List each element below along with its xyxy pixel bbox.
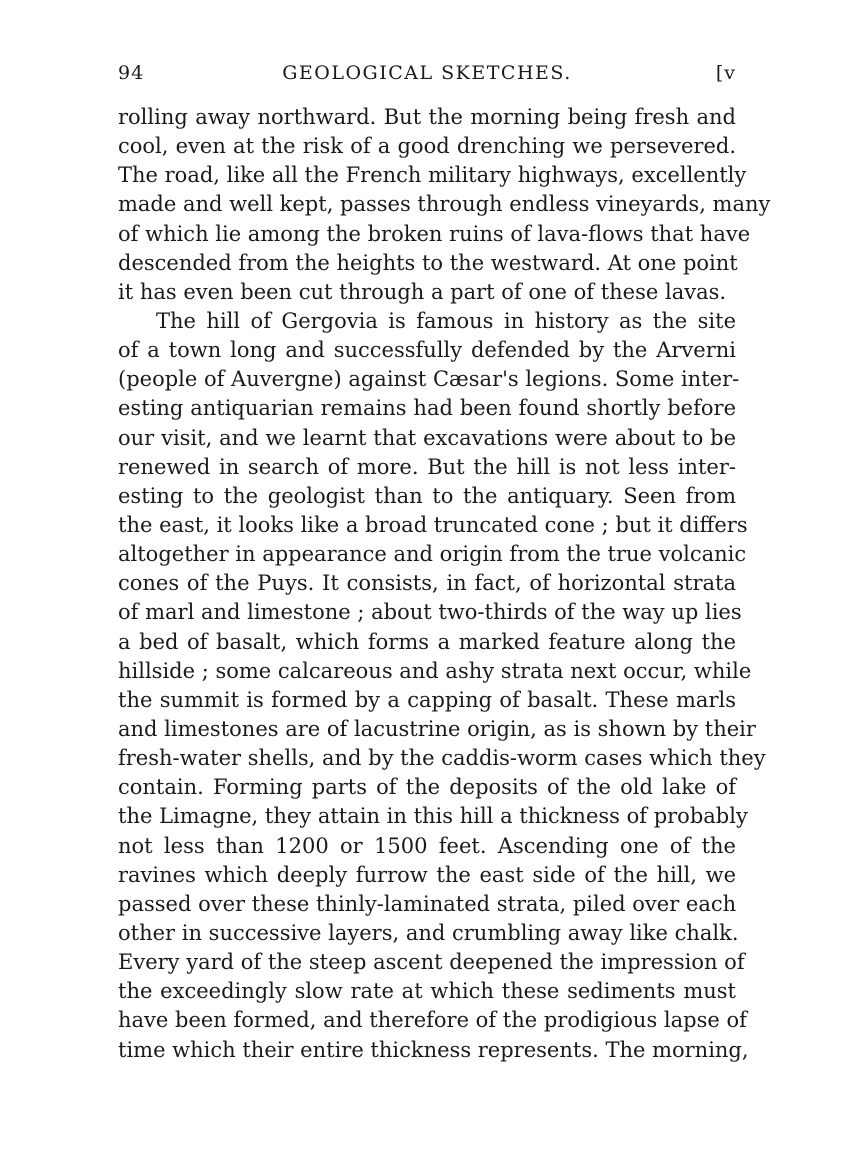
text-line: The hill of Gergovia is famous in history as the site — [156, 308, 736, 333]
body-text — [118, 103, 771, 1065]
chapter-mark: [v — [715, 62, 736, 84]
text-line: cones of the Puys. It consists, in fact, of horizontal strata — [118, 571, 736, 596]
text-line: made and well kept, passes through endless vineyards, many — [118, 192, 771, 217]
text-line: (people of Auvergne) against Cæsar's legions. Some inter- — [118, 367, 740, 392]
text-line: The road, like all the French military highways, excellently — [118, 163, 747, 188]
text-line: ravines which deeply furrow the east side of the hill, we — [118, 862, 736, 887]
text-line: the summit is formed by a capping of basalt. These marls — [118, 687, 736, 712]
text-line: cool, even at the risk of a good drenching we persevered. — [118, 134, 736, 159]
text-line: have been formed, and therefore of the prodigious lapse of — [118, 1008, 747, 1033]
text-line: of which lie among the broken ruins of lava-flows that have — [118, 221, 751, 246]
text-line: and limestones are of lacustrine origin, as is shown by their — [118, 716, 756, 741]
text-line: esting to the geologist than to the antiquary. Seen from — [118, 483, 736, 508]
text-line: of marl and limestone ; about two-thirds of the way up lies — [118, 600, 742, 625]
page-number: 94 — [118, 62, 145, 84]
text-line: of a town long and successfully defended by the Arverni — [118, 338, 736, 363]
running-title: GEOLOGICAL SKETCHES. — [282, 62, 572, 84]
text-line: our visit, and we learnt that excavations were about to be — [118, 425, 736, 450]
text-line: Every yard of the steep ascent deepened the impression of — [118, 950, 745, 975]
text-line: altogether in appearance and origin from the true volcanic — [118, 542, 747, 567]
text-line: renewed in search of more. But the hill is not less inter- — [118, 454, 736, 479]
text-line: other in successive layers, and crumbling away like chalk. — [118, 920, 739, 945]
text-line: the Limagne, they attain in this hill a thickness of probably — [118, 804, 748, 829]
text-line: the east, it looks like a broad truncated cone ; but it differs — [118, 512, 748, 537]
text-line: passed over these thinly-laminated strata, piled over each — [118, 891, 737, 916]
text-line: the exceedingly slow rate at which these sediments must — [118, 979, 736, 1004]
text-line: it has even been cut through a part of one of these lavas. — [118, 279, 727, 304]
running-head — [118, 62, 736, 90]
text-line: esting antiquarian remains had been found shortly before — [118, 396, 736, 421]
text-line: rolling away northward. But the morning being fresh and — [118, 105, 736, 129]
text-line: not less than 1200 or 1500 feet. Ascending one of the — [118, 833, 736, 858]
text-line: descended from the heights to the westward. At one point — [118, 250, 738, 275]
text-line: hillside ; some calcareous and ashy strata next occur, while — [118, 658, 752, 683]
text-line: contain. Forming parts of the deposits of the old lake of — [118, 775, 736, 800]
text-line: time which their entire thickness represents. The morning, — [118, 1037, 749, 1062]
text-line: a bed of basalt, which forms a marked feature along the — [118, 629, 736, 654]
text-line: fresh-water shells, and by the caddis-worm cases which they — [118, 746, 766, 771]
